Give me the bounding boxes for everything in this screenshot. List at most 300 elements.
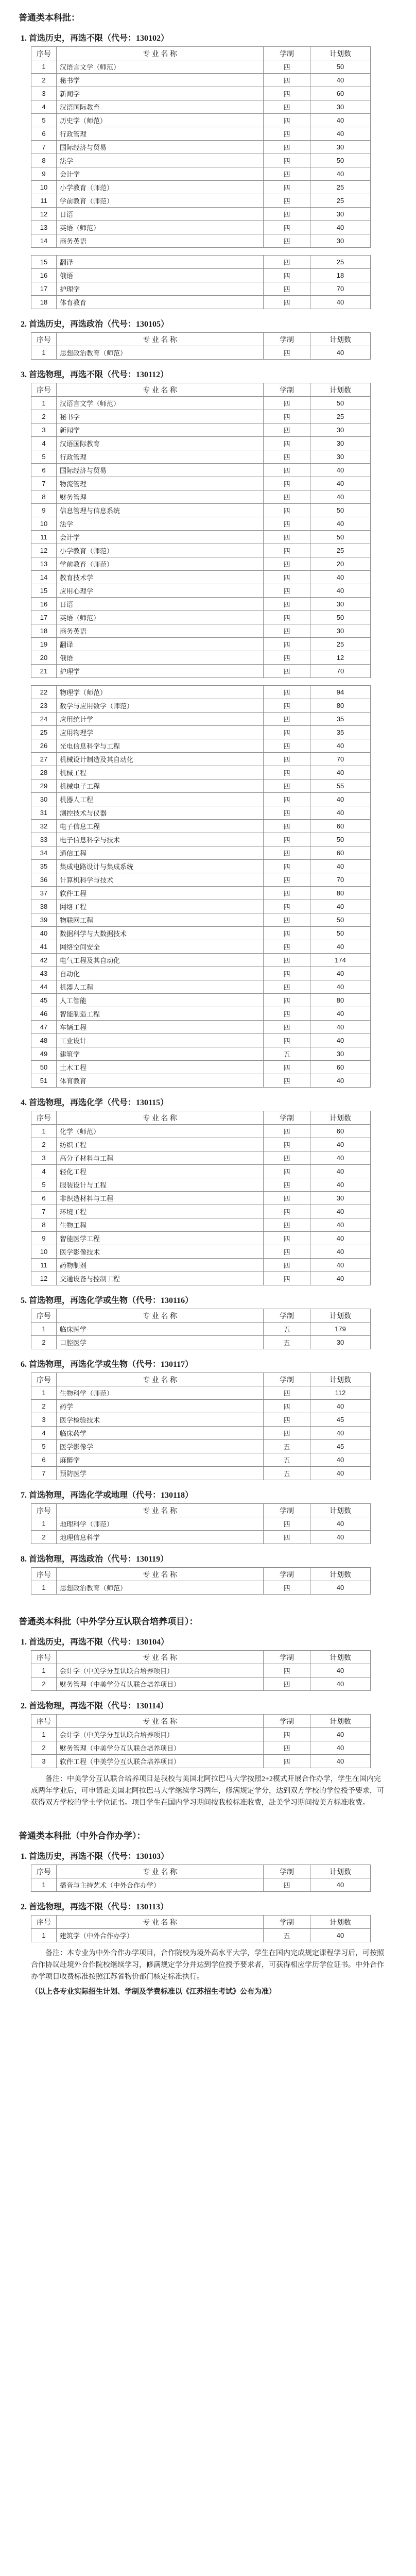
- row-index: 14: [31, 571, 57, 584]
- row-major-name: 秘书学: [57, 410, 264, 423]
- section-heading: 5. 首选物理，再选化学或生物（代号：130116）: [21, 1296, 194, 1305]
- header-system: 学制: [264, 1111, 310, 1125]
- row-plan-count: 40: [310, 1517, 371, 1531]
- row-system: 四: [264, 282, 310, 296]
- row-plan-count: 40: [310, 1531, 371, 1544]
- row-major-name: 地理信息科学: [57, 1531, 264, 1544]
- table-row: [31, 346, 371, 360]
- row-major-name: 英语（师范）: [57, 221, 264, 234]
- row-plan-count: 40: [310, 806, 371, 820]
- table-row: [31, 1034, 371, 1047]
- row-plan-count: 40: [310, 1728, 371, 1741]
- row-system: 五: [264, 1440, 310, 1453]
- row-major-name: 行政管理: [57, 127, 264, 141]
- row-major-name: 建筑学（中外合作办学）: [57, 1929, 264, 1942]
- row-major-name: 自动化: [57, 967, 264, 980]
- header-system: 学制: [264, 1916, 310, 1929]
- row-major-name: 医学检验技术: [57, 1413, 264, 1427]
- row-major-name: 软件工程: [57, 887, 264, 900]
- row-major-name: 机械电子工程: [57, 779, 264, 793]
- row-major-name: 电气工程及其自动化: [57, 954, 264, 967]
- row-index: 16: [31, 598, 57, 611]
- row-major-name: 药物制剂: [57, 1259, 264, 1272]
- row-index: 1: [31, 1878, 57, 1892]
- header-major: 专 业 名 称: [57, 1568, 264, 1581]
- group-title: 普通类本科批：: [19, 13, 80, 23]
- row-major-name: 机器人工程: [57, 980, 264, 994]
- row-system: 四: [264, 873, 310, 887]
- row-major-name: 应用物理学: [57, 726, 264, 739]
- table-row: [31, 1218, 371, 1232]
- row-plan-count: 50: [310, 927, 371, 940]
- header-system: 学制: [264, 1715, 310, 1728]
- row-index: 11: [31, 194, 57, 208]
- row-major-name: 生物科学（师范）: [57, 1386, 264, 1400]
- row-system: 四: [264, 194, 310, 208]
- header-index: 序号: [31, 1916, 57, 1929]
- row-system: 五: [264, 1467, 310, 1480]
- row-index: 11: [31, 531, 57, 544]
- row-plan-count: 50: [310, 397, 371, 410]
- table-row: [31, 296, 371, 309]
- table-row: [31, 820, 371, 833]
- header-index: 序号: [31, 1651, 57, 1664]
- row-plan-count: 40: [310, 1245, 371, 1259]
- row-index: 7: [31, 477, 57, 490]
- row-plan-count: 50: [310, 60, 371, 74]
- row-major-name: 商务英语: [57, 624, 264, 638]
- table-row: [31, 699, 371, 713]
- row-plan-count: 40: [310, 114, 371, 127]
- row-major-name: 财务管理: [57, 490, 264, 504]
- table-row: [31, 1192, 371, 1205]
- header-plan: 计划数: [310, 1504, 371, 1517]
- row-index: 2: [31, 1531, 57, 1544]
- row-plan-count: 25: [310, 256, 371, 269]
- row-plan-count: 40: [310, 296, 371, 309]
- row-system: 四: [264, 450, 310, 464]
- table-row: [31, 397, 371, 410]
- row-plan-count: 40: [310, 1138, 371, 1151]
- row-index: 5: [31, 1440, 57, 1453]
- row-system: 四: [264, 100, 310, 114]
- table-row: [31, 624, 371, 638]
- row-index: 10: [31, 181, 57, 194]
- row-index: 12: [31, 208, 57, 221]
- row-plan-count: 40: [310, 1453, 371, 1467]
- table-row: [31, 504, 371, 517]
- row-plan-count: 174: [310, 954, 371, 967]
- row-system: 四: [264, 739, 310, 753]
- row-index: 9: [31, 167, 57, 181]
- table-row: [31, 1386, 371, 1400]
- row-system: 四: [264, 699, 310, 713]
- row-plan-count: 40: [310, 1074, 371, 1088]
- row-plan-count: 40: [310, 517, 371, 531]
- row-system: 四: [264, 927, 310, 940]
- table-row: [31, 1336, 371, 1349]
- header-system: 学制: [264, 1309, 310, 1323]
- row-plan-count: 25: [310, 181, 371, 194]
- table-row: [31, 477, 371, 490]
- row-plan-count: 40: [310, 1664, 371, 1677]
- table-row: [31, 74, 371, 87]
- row-system: 四: [264, 504, 310, 517]
- table-row: [31, 1427, 371, 1440]
- table-row: [31, 1125, 371, 1138]
- row-index: 18: [31, 624, 57, 638]
- table-row: [31, 234, 371, 248]
- row-plan-count: 40: [310, 1929, 371, 1942]
- row-index: 12: [31, 544, 57, 557]
- header-major: 专 业 名 称: [57, 1111, 264, 1125]
- row-system: 四: [264, 887, 310, 900]
- row-index: 36: [31, 873, 57, 887]
- row-major-name: 口腔医学: [57, 1336, 264, 1349]
- row-major-name: 药学: [57, 1400, 264, 1413]
- table-row: [31, 665, 371, 678]
- row-major-name: 电子信息工程: [57, 820, 264, 833]
- table-row: [31, 1581, 371, 1595]
- row-major-name: 建筑学: [57, 1047, 264, 1061]
- group-title: 普通类本科批（中外合作办学）：: [19, 1831, 146, 1841]
- row-plan-count: 45: [310, 1440, 371, 1453]
- header-major: 专 业 名 称: [57, 1916, 264, 1929]
- row-major-name: 学前教育（师范）: [57, 194, 264, 208]
- row-system: 四: [264, 1165, 310, 1178]
- row-system: 五: [264, 1929, 310, 1942]
- header-index: 序号: [31, 1568, 57, 1581]
- row-major-name: 麻醉学: [57, 1453, 264, 1467]
- row-index: 6: [31, 127, 57, 141]
- row-system: 四: [264, 464, 310, 477]
- row-plan-count: 40: [310, 1878, 371, 1892]
- row-index: 2: [31, 1741, 57, 1755]
- row-index: 20: [31, 651, 57, 665]
- table-row: [31, 940, 371, 954]
- row-index: 47: [31, 1021, 57, 1034]
- row-plan-count: 30: [310, 624, 371, 638]
- row-system: 四: [264, 713, 310, 726]
- table-row: [31, 1677, 371, 1691]
- row-system: 四: [264, 296, 310, 309]
- plan-table-header: [31, 333, 371, 346]
- table-row: [31, 686, 371, 699]
- row-plan-count: 40: [310, 1259, 371, 1272]
- row-index: 4: [31, 1427, 57, 1440]
- row-major-name: 智能制造工程: [57, 1007, 264, 1021]
- row-major-name: 电子信息科学与技术: [57, 833, 264, 846]
- row-plan-count: 40: [310, 1218, 371, 1232]
- header-plan: 计划数: [310, 333, 371, 346]
- row-major-name: 会计学: [57, 531, 264, 544]
- table-row: [31, 423, 371, 437]
- row-index: 35: [31, 860, 57, 873]
- table-row: [31, 1151, 371, 1165]
- row-system: 四: [264, 900, 310, 913]
- row-plan-count: 40: [310, 1205, 371, 1218]
- row-plan-count: 40: [310, 1755, 371, 1768]
- table-row: [31, 181, 371, 194]
- row-system: 四: [264, 1517, 310, 1531]
- header-plan: 计划数: [310, 1651, 371, 1664]
- row-index: 48: [31, 1034, 57, 1047]
- row-index: 7: [31, 1205, 57, 1218]
- table-row: [31, 544, 371, 557]
- row-system: 四: [264, 346, 310, 360]
- header-index: 序号: [31, 333, 57, 346]
- row-major-name: 汉语国际教育: [57, 100, 264, 114]
- row-index: 1: [31, 1125, 57, 1138]
- row-index: 15: [31, 584, 57, 598]
- table-row: [31, 954, 371, 967]
- plan-table-header: [31, 1715, 371, 1728]
- row-plan-count: 12: [310, 651, 371, 665]
- header-plan: 计划数: [310, 1111, 371, 1125]
- table-row: [31, 1531, 371, 1544]
- header-major: 专 业 名 称: [57, 1651, 264, 1664]
- row-index: 21: [31, 665, 57, 678]
- header-plan: 计划数: [310, 47, 371, 60]
- header-plan: 计划数: [310, 1916, 371, 1929]
- row-system: 四: [264, 181, 310, 194]
- row-index: 6: [31, 464, 57, 477]
- row-plan-count: 55: [310, 779, 371, 793]
- row-system: 四: [264, 256, 310, 269]
- row-system: 四: [264, 1677, 310, 1691]
- header-index: 序号: [31, 383, 57, 397]
- row-index: 3: [31, 423, 57, 437]
- row-major-name: 汉语言文学（师范）: [57, 397, 264, 410]
- row-plan-count: 70: [310, 873, 371, 887]
- row-index: 6: [31, 1192, 57, 1205]
- row-system: 四: [264, 167, 310, 181]
- row-major-name: 体育教育: [57, 1074, 264, 1088]
- note-text: 备注：本专业为中外合作办学项目，合作院校为境外高水平大学，学生在国内完成规定课程学习后，可按照合作协议赴境外合作院校继续学习，修满规定学分并达到学位授予要求者，可获得相应学历学位证书。中外合作办学项目收费标准按照江苏省物价部门核定标准执行。: [31, 1950, 384, 1981]
- table-row: [31, 994, 371, 1007]
- header-major: 专 业 名 称: [57, 383, 264, 397]
- plan-table: [31, 1865, 371, 1892]
- section-heading: 6. 首选物理，再选化学或生物（代号：130117）: [21, 1360, 194, 1369]
- table-row: [31, 927, 371, 940]
- table-row: [31, 100, 371, 114]
- group-title: 普通类本科批（中外学分互认联合培养项目）：: [19, 1617, 198, 1626]
- row-major-name: 会计学: [57, 167, 264, 181]
- row-major-name: 学前教育（师范）: [57, 557, 264, 571]
- row-system: 四: [264, 517, 310, 531]
- row-system: 四: [264, 87, 310, 100]
- row-plan-count: 40: [310, 571, 371, 584]
- row-major-name: 通信工程: [57, 846, 264, 860]
- row-system: 五: [264, 1047, 310, 1061]
- row-system: 四: [264, 1074, 310, 1088]
- row-system: 四: [264, 1413, 310, 1427]
- row-plan-count: 40: [310, 940, 371, 954]
- table-row: [31, 900, 371, 913]
- header-system: 学制: [264, 1373, 310, 1386]
- row-index: 8: [31, 490, 57, 504]
- row-major-name: 车辆工程: [57, 1021, 264, 1034]
- header-system: 学制: [264, 383, 310, 397]
- row-system: 四: [264, 490, 310, 504]
- row-index: 9: [31, 504, 57, 517]
- row-index: 10: [31, 517, 57, 531]
- row-system: 四: [264, 584, 310, 598]
- row-index: 14: [31, 234, 57, 248]
- row-major-name: 商务英语: [57, 234, 264, 248]
- plan-table: [31, 383, 371, 1088]
- table-row: [31, 887, 371, 900]
- row-major-name: 日语: [57, 598, 264, 611]
- row-plan-count: 20: [310, 557, 371, 571]
- section-heading: 1. 首选历史，再选不限（代号：130104）: [21, 1638, 169, 1647]
- row-index: 1: [31, 1386, 57, 1400]
- table-row: [31, 410, 371, 423]
- row-plan-count: 25: [310, 410, 371, 423]
- row-plan-count: 30: [310, 598, 371, 611]
- row-system: 四: [264, 833, 310, 846]
- row-index: 2: [31, 74, 57, 87]
- table-row: [31, 967, 371, 980]
- row-major-name: 护理学: [57, 282, 264, 296]
- row-major-name: 人工智能: [57, 994, 264, 1007]
- row-major-name: 财务管理（中美学分互认联合培养项目）: [57, 1677, 264, 1691]
- row-major-name: 土木工程: [57, 1061, 264, 1074]
- row-major-name: 轻化工程: [57, 1165, 264, 1178]
- row-major-name: 教育技术学: [57, 571, 264, 584]
- plan-table-header: [31, 1373, 371, 1386]
- row-index: 40: [31, 927, 57, 940]
- row-index: 30: [31, 793, 57, 806]
- plan-table: [31, 1567, 371, 1595]
- table-row: [31, 1138, 371, 1151]
- row-index: 44: [31, 980, 57, 994]
- row-plan-count: 60: [310, 820, 371, 833]
- plan-table: [31, 1111, 371, 1285]
- row-system: 四: [264, 806, 310, 820]
- row-index: 4: [31, 100, 57, 114]
- row-system: 四: [264, 913, 310, 927]
- header-major: 专 业 名 称: [57, 47, 264, 60]
- row-plan-count: 40: [310, 1021, 371, 1034]
- row-index: 17: [31, 282, 57, 296]
- row-plan-count: 30: [310, 423, 371, 437]
- plan-table-header: [31, 1651, 371, 1664]
- plan-table: [31, 332, 371, 360]
- table-row: [31, 713, 371, 726]
- table-row: [31, 598, 371, 611]
- row-plan-count: 40: [310, 490, 371, 504]
- row-index: 43: [31, 967, 57, 980]
- table-row: [31, 1323, 371, 1336]
- row-index: 1: [31, 346, 57, 360]
- row-plan-count: 40: [310, 584, 371, 598]
- row-system: 四: [264, 954, 310, 967]
- table-row: [31, 913, 371, 927]
- row-system: 四: [264, 1400, 310, 1413]
- row-plan-count: 80: [310, 699, 371, 713]
- row-major-name: 临床药学: [57, 1427, 264, 1440]
- row-major-name: 智能医学工程: [57, 1232, 264, 1245]
- row-major-name: 化学（师范）: [57, 1125, 264, 1138]
- table-row: [31, 517, 371, 531]
- row-major-name: 翻译: [57, 638, 264, 651]
- plan-table-header: [31, 1111, 371, 1125]
- row-major-name: 物理学（师范）: [57, 686, 264, 699]
- table-row: [31, 833, 371, 846]
- row-plan-count: 50: [310, 531, 371, 544]
- plan-table-header: [31, 383, 371, 397]
- row-major-name: 光电信息科学与工程: [57, 739, 264, 753]
- row-system: 四: [264, 611, 310, 624]
- row-major-name: 物流管理: [57, 477, 264, 490]
- row-system: 四: [264, 1878, 310, 1892]
- row-plan-count: 40: [310, 900, 371, 913]
- row-system: 四: [264, 127, 310, 141]
- plan-table: [31, 1915, 371, 1942]
- row-system: 四: [264, 557, 310, 571]
- plan-table-header: [31, 1568, 371, 1581]
- row-plan-count: 30: [310, 1336, 371, 1349]
- header-index: 序号: [31, 1111, 57, 1125]
- table-row: [31, 806, 371, 820]
- row-plan-count: 40: [310, 1232, 371, 1245]
- row-plan-count: 60: [310, 1125, 371, 1138]
- table-row: [31, 611, 371, 624]
- row-index: 23: [31, 699, 57, 713]
- row-index: 25: [31, 726, 57, 739]
- header-plan: 计划数: [310, 1715, 371, 1728]
- row-index: 18: [31, 296, 57, 309]
- table-row: [31, 87, 371, 100]
- row-plan-count: 40: [310, 793, 371, 806]
- row-system: 四: [264, 1427, 310, 1440]
- row-index: 9: [31, 1232, 57, 1245]
- table-row: [31, 793, 371, 806]
- table-row: [31, 1517, 371, 1531]
- row-system: 四: [264, 846, 310, 860]
- row-plan-count: 30: [310, 234, 371, 248]
- row-system: 四: [264, 437, 310, 450]
- table-row: [31, 1047, 371, 1061]
- row-plan-count: 40: [310, 221, 371, 234]
- row-major-name: 交通设备与控制工程: [57, 1272, 264, 1285]
- row-plan-count: 35: [310, 726, 371, 739]
- row-system: 四: [264, 598, 310, 611]
- table-row: [31, 1007, 371, 1021]
- row-major-name: 思想政治教育（师范）: [57, 346, 264, 360]
- row-system: 四: [264, 1259, 310, 1272]
- row-system: 四: [264, 980, 310, 994]
- row-plan-count: 70: [310, 282, 371, 296]
- row-system: 四: [264, 1581, 310, 1595]
- header-system: 学制: [264, 1504, 310, 1517]
- plan-table: [31, 1372, 371, 1480]
- row-index: 27: [31, 753, 57, 766]
- row-major-name: 应用统计学: [57, 713, 264, 726]
- row-major-name: 物联网工程: [57, 913, 264, 927]
- header-plan: 计划数: [310, 1309, 371, 1323]
- header-plan: 计划数: [310, 1865, 371, 1878]
- table-row: [31, 1165, 371, 1178]
- row-major-name: 法学: [57, 154, 264, 167]
- table-row: [31, 1021, 371, 1034]
- row-major-name: 数据科学与大数据技术: [57, 927, 264, 940]
- header-index: 序号: [31, 1309, 57, 1323]
- row-index: 1: [31, 60, 57, 74]
- table-row: [31, 490, 371, 504]
- section-heading: 2. 首选物理，再选不限（代号：130113）: [21, 1903, 169, 1911]
